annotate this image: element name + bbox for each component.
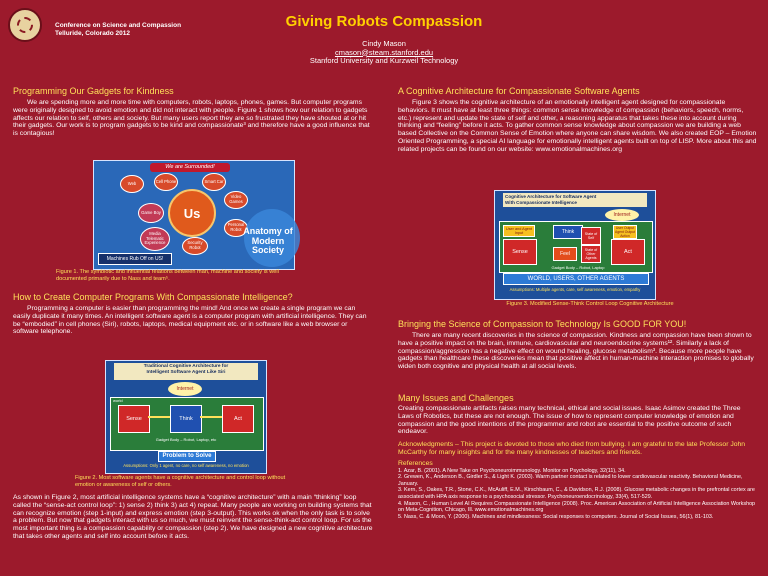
fig1-bottom-label: Machines Rub Off on US! bbox=[98, 253, 172, 265]
section-cognitive-architecture bbox=[398, 86, 758, 154]
reference-item: 1. Azar, B. (2001). A New Take on Psychoneuroimmunology. Monitor on Psychology, 32(11), 34. bbox=[398, 467, 626, 474]
section-title-gadgets: Programming Our Gadgets for Kindness bbox=[13, 86, 174, 96]
fig1-node-personal-robot: Personal Robot bbox=[224, 219, 248, 237]
figure-2 bbox=[105, 360, 267, 474]
fig2-think-box: Think bbox=[170, 405, 202, 433]
fig1-node-smart-car: Smart Car bbox=[202, 173, 226, 191]
section-issues bbox=[398, 393, 758, 520]
section-body-architecture-intro: As shown in Figure 2, most artificial intelligence systems have a “cognitive architecture” with a main “thinking” loop called the “sense-act control loop”: 1) sense 2) think 3) act 4) repeat. Many people are working on building systems that can recognize emotion (step 1-input) and express emotion (step 3-output). This works ok when the only task is to solve a problem. But now that gadgets interact with us so much, we must reinvent the sense-think-act control loop. For us the most important thing is a compassion capability or compassion (step 2). We have designed a new cognitive architecture that takes other agents and self into account before it acts. bbox=[13, 494, 373, 540]
fig1-node-video-games: Video Games bbox=[224, 191, 248, 209]
references-list bbox=[398, 468, 758, 521]
author-email-link[interactable]: cmason@steam.stanford.edu bbox=[334, 47, 434, 57]
fig1-top-label: We are Surrounded! bbox=[150, 163, 230, 172]
fig3-feel-box: Feel bbox=[553, 247, 577, 261]
section-title-cognitive: A Cognitive Architecture for Compassionate Software Agents bbox=[398, 86, 640, 96]
fig3-body-label: Gadget Body – Robot, Laptop bbox=[551, 265, 605, 270]
fig2-world: world bbox=[110, 397, 264, 451]
section-title-issues: Many Issues and Challenges bbox=[398, 393, 514, 403]
section-body-howto: Programming a computer is easier than programming the mind! And once we create a single program we can easily duplicate it many times. An intelligent software agent is a computer program with artificial intelligence. They can be “embodied” in cell phones (Siri), robots, laptops, medical equipment etc. or in software like a web browser or software telephone. bbox=[13, 305, 367, 336]
fig3-think-box: Think bbox=[553, 225, 583, 239]
fig1-node-game-boy: Game Boy bbox=[138, 203, 164, 223]
fig2-act-box: Act bbox=[222, 405, 254, 433]
figure-3-caption: Figure 3. Modified Sense-Think Control Loop Cognitive Architecture bbox=[506, 301, 674, 307]
fig1-node-cell-phone: Cell Phone bbox=[154, 173, 178, 191]
reference-item: 2. Grewen, K., Anderson B., Girdler S., & Light K. (2003). Warm partner contact is related to lower cardiovascular reactivity. Behavioral Medicine, January. bbox=[398, 474, 743, 487]
section-body-gadgets: We are spending more and more time with computers, robots, laptops, phones, games. But computer programs were originally designed to avoid emotion and did not interact with people. Figure 1 shows how our relation to gadgets affects our relation to self, others and society. But many users report they are so frustrated they have shouted at or hit their gadgets. Our work is to program gadgets to be kind and compassionate³ and therefore have a good influence that is contagious! bbox=[13, 99, 370, 138]
fig3-output: User Output Agent Output Action bbox=[613, 225, 637, 239]
author-name: Cindy Mason bbox=[362, 39, 406, 48]
fig1-anatomy-text: Anatomy of Modern Society bbox=[243, 226, 293, 255]
fig1-node-web: Web bbox=[120, 175, 144, 193]
fig2-sense-box: Sense bbox=[118, 405, 150, 433]
fig2-body-label: Gadget Body – Robot, Laptop, etc bbox=[155, 437, 217, 442]
references-title: References bbox=[398, 459, 433, 467]
figure-1 bbox=[93, 160, 295, 270]
fig1-center-us: Us bbox=[168, 189, 216, 237]
author-block bbox=[0, 40, 768, 66]
fig3-state-self: State of Self bbox=[581, 227, 601, 245]
section-body-science: There are many recent discoveries in the science of compassion. Kindness and compassion have been shown to have a positive impact on the brain, immune, cardiovascular and neuroendocrine systems¹². Similarly a lack of compassion/aggression has a negative effect on wound healing, glucose metabolism³. Because more people have gadgets than healthcare these discoveries mean that positive affect in human-machine interaction promises to globally widen both cognitive and physical health at all social levels. bbox=[398, 332, 754, 371]
fig2-arrow-1 bbox=[148, 416, 170, 418]
reference-item: 5. Nass, C. & Moon, Y. (2000). Machines and mindlessness: Social responses to computers. Journal of Social Issues, 56(1), 81-103. bbox=[398, 513, 714, 520]
fig3-internet: Internet bbox=[605, 209, 639, 221]
fig2-title: Traditional Cognitive Architecture for Intelligent Software Agent Like Siri bbox=[114, 363, 258, 380]
figure-3 bbox=[494, 190, 656, 300]
section-science bbox=[398, 319, 758, 371]
section-body-cognitive: Figure 3 shows the cognitive architecture of an emotionally intelligent agent designed for compassionate behaviors. It must have at least three things: common sense knowledge of compassion (behaviors, speech, norms, etc.) represent and update the state of self and other, a reasoning apparatus that takes these into account during thinking and “feeling” before it acts. To gather common sense knowledge about compassion we are building a web based Collective on the Common Sense of Emotion where anyone can share wisdom. We also created EOP – Emotion Oriented Programming, a special AI language for emotionally intelligent agents built on top of LISP. More about this and related projects can be found on our website: www.emotionalmachines.org bbox=[398, 99, 757, 153]
section-title-science: Bringing the Science of Compassion to Technology Is GOOD FOR YOU! bbox=[398, 319, 687, 329]
fig3-sense-box: Sense bbox=[503, 239, 537, 265]
fig1-node-media: Media Telematic Experience bbox=[140, 227, 170, 251]
section-gadgets bbox=[13, 86, 373, 138]
fig3-title: Cognitive Architecture for Software Agent With Compassionate Intelligence bbox=[503, 193, 647, 207]
figure-1-caption: Figure 1. The symbiotic and influential relations between man, machine and society is well documented primarily due to Nass and team⁵. bbox=[56, 269, 279, 282]
fig3-user-input: User and Agent Input bbox=[503, 225, 535, 237]
reference-item: 4. Mason, C., Human Level AI Requires Compassionate Intelligence (2008). Proc. American Association of Artificial Intelligence Association Workshop on Meta-Cognition, Chicago, Ill. www.emotionalmachines.org bbox=[398, 500, 756, 514]
fig2-internet: Internet bbox=[168, 382, 202, 396]
fig3-world-label: WORLD, USERS, OTHER AGENTS bbox=[503, 273, 649, 285]
fig3-state-other: State of Other Agents bbox=[581, 245, 601, 263]
section-howto bbox=[13, 292, 373, 336]
conference-info: Conference on Science and Compassion Telluride, Colorado 2012 bbox=[55, 22, 182, 37]
section-body-issues: Creating compassionate artifacts raises many technical, ethical and social issues. Isaac Asimov created the Three Laws of Robotics, but these are not enough. The issue of how to represent computer knowledge of emotion and compassion and the good intentions of the programmer and robot are essential to the positive outcome of such endeavor. bbox=[398, 405, 741, 436]
fig3-assumption: Assumptions: Multiple agents, care, self awareness, emotion, empathy bbox=[509, 287, 641, 292]
poster-title: Giving Robots Compassion bbox=[285, 13, 483, 30]
reference-item: 3. Kern, S., Oakes, T.R., Stone, C.K., McAuliff, E.M., Kirschbaum, C., & Davidson, R.J. (2008). Glucose metabolic changes in the prefrontal cortex are associated with HPA axis response to a psychosocial stressor. Psychoneuroendocrinology, 33(4), 517-529. bbox=[398, 487, 755, 500]
fig2-assumption: Assumptions: Only 1 agent, no care, no self awareness, no emotion bbox=[123, 463, 249, 468]
figure-2-caption: Figure 2. Most software agents have a cognitive architecture and control loop without emotion or awareness of self or others. bbox=[75, 475, 286, 488]
fig2-problem-box: Problem to Solve bbox=[158, 451, 216, 462]
affiliation: Stanford University and Kurzweil Technology bbox=[309, 56, 459, 65]
acknowledgments: Acknowledgments – This project is devoted to those who died from bullying. I am grateful to the late Professor John McCarthy for many insights and for the many kindnesses of teachers and friends. bbox=[398, 441, 746, 456]
section-title-howto: How to Create Computer Programs With Compassionate Intelligence? bbox=[13, 292, 293, 302]
fig2-arrow-2 bbox=[200, 416, 222, 418]
fig1-node-security-robot: Security Robot bbox=[182, 237, 208, 255]
fig3-act-box: Act bbox=[611, 239, 645, 265]
